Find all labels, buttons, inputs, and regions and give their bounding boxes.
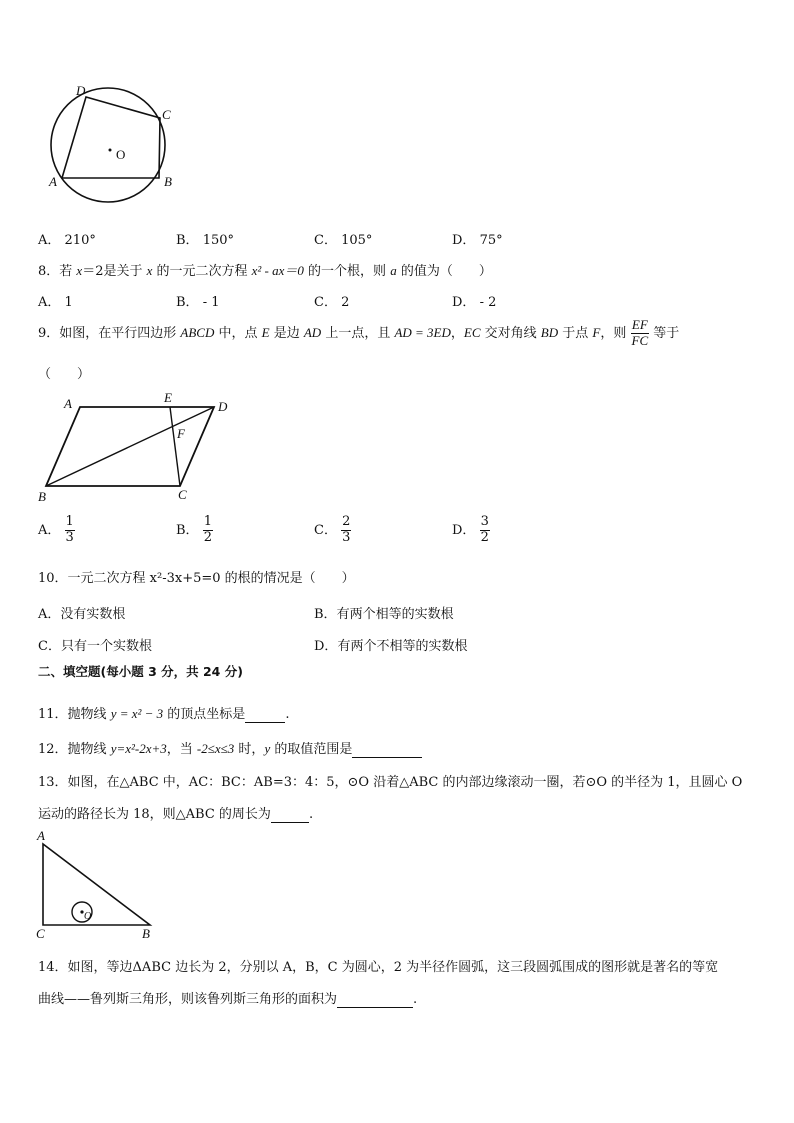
q7-figure (40, 78, 190, 213)
label-o: O (84, 911, 92, 922)
q7-option-b[interactable]: B． 150° (176, 233, 235, 248)
q7-option-a[interactable]: A． 210° (38, 233, 96, 248)
label-c: C (36, 926, 45, 941)
label-c: C (178, 487, 187, 502)
q14-stem-line1: 14．如图，等边ΔABC 边长为 2，分别以 A，B，C 为圆心，2 为半径作圆弧，这三段圆弧围成的图形就是著名的等宽 (38, 960, 719, 975)
label-a: A (49, 174, 57, 189)
label-b: B (164, 174, 172, 189)
label-a: A (37, 828, 45, 843)
q10-option-d[interactable]: D．有两个不相等的实数根 (314, 639, 468, 654)
q12-stem: 12．抛物线 y=x²-2x+3，当 -2≤x≤3 时，y 的取值范围是 (38, 738, 422, 758)
q8-option-d[interactable]: D． - 2 (452, 295, 497, 310)
answer-blank[interactable] (337, 992, 413, 1008)
q13-stem-line2: 运动的路径长为 18，则△ABC 的周长为 . (38, 807, 314, 822)
q11-stem: 11．抛物线 y = x² − 3 的顶点坐标是 . (38, 706, 290, 722)
quadrilateral-abcd (62, 97, 160, 178)
q9-option-a[interactable]: A． $\frac{1}{3}$ (38, 514, 74, 545)
q9-figure (36, 390, 246, 505)
section-heading: 二、填空题(每小题 3 分，共 24 分) (38, 664, 243, 679)
diagonal-bd (46, 407, 214, 486)
q10-option-a[interactable]: A．没有实数根 (38, 607, 126, 622)
label-o: O (116, 147, 126, 162)
q8-stem: 8．若 x＝2是关于 x 的一元二次方程 x² - ax＝0 的一个根，则 a 的值为（ ） (38, 263, 492, 279)
right-triangle-abc (43, 844, 150, 925)
label-e: E (164, 390, 172, 405)
label-b: B (142, 926, 150, 941)
label-c: C (162, 107, 171, 122)
q9-option-d[interactable]: D． $\frac{3}{2}$ (452, 514, 489, 545)
q9-fraction: $\frac{EF}{FC}$ (631, 317, 649, 348)
q7-option-d[interactable]: D． 75° (452, 233, 503, 248)
label-d: D (218, 399, 228, 414)
answer-blank[interactable] (271, 807, 309, 823)
q10-option-b[interactable]: B．有两个相等的实数根 (314, 607, 454, 622)
q14-stem-line2: 曲线——鲁列斯三角形，则该鲁列斯三角形的面积为 . (38, 992, 418, 1007)
q13-stem-line1: 13．如图，在△ABC 中，AC：BC：AB=3：4：5，⊙O 沿着△ABC 的内部边缘滚动一圈，若⊙O 的半径为 1，且圆心 O (38, 775, 743, 790)
answer-blank[interactable] (352, 742, 422, 758)
answer-blank[interactable] (245, 707, 285, 723)
label-b: B (38, 489, 46, 504)
q9-answer-paren: （ ） (38, 367, 91, 382)
segment-ec (170, 407, 180, 486)
q8-option-a[interactable]: A． 1 (38, 295, 73, 310)
label-a: A (64, 396, 72, 411)
q9-option-b[interactable]: B． $\frac{1}{2}$ (176, 514, 212, 545)
q9-stem: 9．如图，在平行四边形 ABCD 中，点 E 是边 AD 上一点，且 AD = 3ED，EC 交对角线 BD 于点 F，则 $\frac{EF}{FC}$ 等于 (38, 317, 680, 348)
circumcircle (51, 88, 165, 202)
q10-stem: 10．一元二次方程 x²-3x+5=0 的根的情况是（ ） (38, 571, 355, 586)
q8-option-c[interactable]: C． 2 (314, 295, 350, 310)
q13-figure (32, 828, 162, 943)
label-f: F (177, 426, 185, 441)
q8-option-b[interactable]: B． - 1 (176, 295, 220, 310)
q10-option-c[interactable]: C．只有一个实数根 (38, 639, 152, 654)
q7-option-c[interactable]: C． 105° (314, 233, 373, 248)
q9-option-c[interactable]: C． $\frac{2}{3}$ (314, 514, 351, 545)
center-point (109, 149, 112, 152)
label-d: D (76, 83, 86, 98)
